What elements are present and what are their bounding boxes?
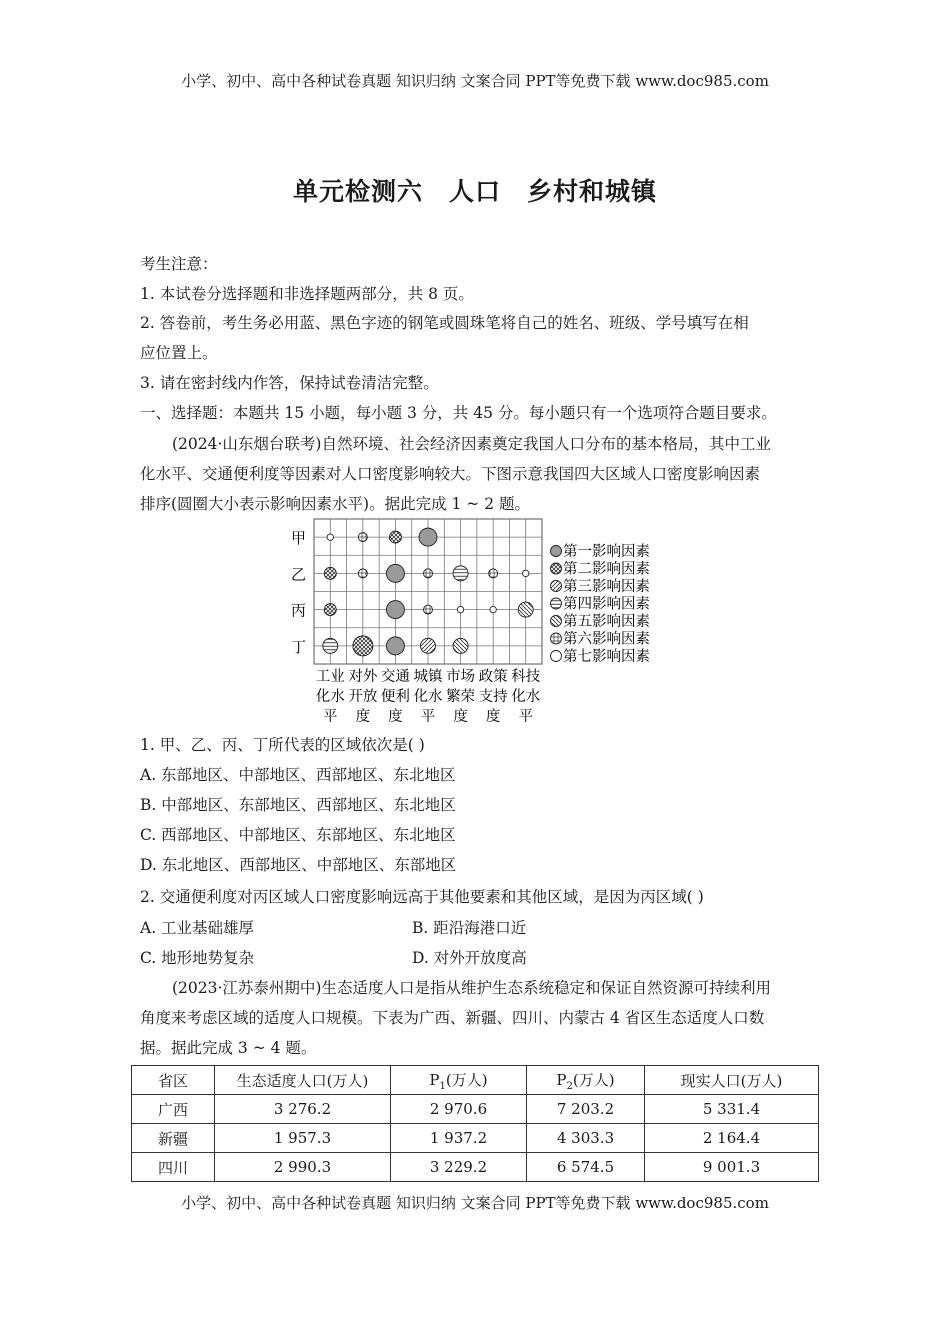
q1-stem: 1. 甲、乙、丙、丁所代表的区域依次是( ) [140,736,425,754]
legend-label: 第五影响因素 [563,614,650,630]
factor-circle-rank-6 [358,533,367,542]
table-header-row [132,1066,819,1095]
header-province: 省区 [132,1066,215,1095]
header-real-pop: 现实人口(万人) [645,1066,819,1095]
legend-symbol [551,598,562,609]
row-label: 甲 [290,529,306,548]
factor-circle-rank-6 [489,569,498,578]
factor-circle-rank-2 [324,567,336,579]
column-label: 化水 [315,689,345,705]
column-label: 科技 [511,669,541,685]
passage-1-line-2: 化水平、交通便利度等因素对人口密度影响较大。下图示意我国四大区域人口密度影响因素 [140,465,761,483]
header-p2: $P_2$(万人) [527,1066,645,1095]
section-heading: 一、选择题：本题共 15 小题，每小题 3 分，共 45 分。每小题只有一个选项符合题目要求。 [140,404,777,422]
population-table [131,1065,819,1182]
row-label: 乙 [290,565,306,584]
column-label: 城镇 [413,669,443,685]
table-cell: 2 970.6 [391,1095,527,1124]
factor-circle-rank-7 [457,606,463,612]
header-p1: $P_1$(万人) [391,1066,527,1095]
factor-circle-rank-5 [453,638,468,653]
legend-symbol [551,616,562,627]
factor-circle-rank-7 [523,570,529,576]
legend-label: 第六影响因素 [563,631,650,648]
legend-symbol [551,563,562,574]
factor-circle-rank-5 [518,602,533,617]
column-label: 支持 [478,689,508,705]
notice-heading: 考生注意： [140,255,218,273]
passage-2-line-2: 角度来考虑区域的适度人口规模。下表为广西、新疆、四川、内蒙古 4 省区生态适度人口数 [140,1009,765,1027]
table-cell: 1 937.2 [391,1124,527,1153]
table-cell: 四川 [132,1153,215,1182]
column-label: 平 [420,709,436,725]
column-label: 度 [355,709,371,725]
factor-circle-rank-2 [353,636,373,656]
factor-circle-rank-4 [453,566,468,581]
factor-circle-rank-1 [386,601,404,619]
table-cell: 新疆 [132,1124,215,1153]
table-cell: 9 001.3 [645,1153,819,1182]
q2-option-a: A. 工业基础雄厚 [140,919,255,937]
row-label: 丙 [290,601,306,620]
table-row [132,1153,819,1182]
legend-symbol [551,651,562,662]
column-label: 工业 [315,669,345,685]
factor-circle-rank-3 [421,638,436,653]
factor-circle-rank-1 [419,528,437,546]
factor-circle-rank-6 [424,605,433,614]
table-cell: 7 203.2 [527,1095,645,1124]
table-cell: 1 957.3 [215,1124,391,1153]
column-label: 对外 [348,669,378,685]
column-label: 化水 [511,689,541,705]
row-label: 丁 [290,637,306,656]
q1-option-c: C. 西部地区、中部地区、东部地区、东北地区 [140,826,456,844]
factor-circle-rank-6 [358,569,367,578]
table-cell: 6 574.5 [527,1153,645,1182]
column-label: 便利 [380,689,410,705]
table-row [132,1124,819,1153]
column-label: 度 [453,709,468,725]
column-label: 平 [518,709,533,725]
table-cell: 4 303.3 [527,1124,645,1153]
factor-circle-rank-2 [324,604,336,616]
legend-label: 第四影响因素 [563,596,650,613]
page-footer: 小学、初中、高中各种试卷真题 知识归纳 文案合同 PPT等免费下载 www.doc985.com [181,1194,769,1212]
notice-item-1: 1. 本试卷分选择题和非选择题两部分，共 8 页。 [140,285,474,303]
column-label: 政策 [478,669,508,685]
q2-option-c: C. 地形地势复杂 [140,949,255,967]
q2-option-b: B. 距沿海港口近 [412,919,527,937]
column-label: 开放 [348,689,378,705]
table-cell: 5 331.4 [645,1095,819,1124]
factor-chart [0,515,950,725]
page-header: 小学、初中、高中各种试卷真题 知识归纳 文案合同 PPT等免费下载 www.doc985.com [181,72,769,90]
factor-circle-rank-4 [323,638,338,653]
notice-item-2a: 2. 答卷前，考生务必用蓝、黑色字迹的钢笔或圆珠笔将自己的姓名、班级、学号填写在相 [140,314,749,332]
factor-circle-rank-1 [386,637,404,655]
column-label: 市场 [446,669,476,685]
legend-label: 第七影响因素 [563,649,650,665]
column-label: 平 [323,709,338,725]
q2-option-d: D. 对外开放度高 [412,949,527,967]
table-cell: 2 164.4 [645,1124,819,1153]
passage-2-line-3: 据。据此完成 3 ~ 4 题。 [140,1039,317,1057]
q1-option-b: B. 中部地区、东部地区、西部地区、东北地区 [140,796,456,814]
column-label: 化水 [413,689,443,705]
table-row [132,1095,819,1124]
factor-circle-rank-7 [490,606,496,612]
table-cell: 3 276.2 [215,1095,391,1124]
passage-1-line-1: (2024·山东烟台联考)自然环境、社会经济因素奠定我国人口分布的基本格局，其中工业 [172,435,771,453]
q1-option-a: A. 东部地区、中部地区、西部地区、东北地区 [140,766,456,784]
column-label: 度 [485,709,501,725]
legend-label: 第一影响因素 [563,544,650,560]
column-label: 交通 [380,669,410,685]
legend-symbol [551,633,562,644]
passage-2-line-1: (2023·江苏泰州期中)生态适度人口是指从维护生态系统稳定和保证自然资源可持续利用 [172,979,771,997]
table-cell: 2 990.3 [215,1153,391,1182]
legend-symbol [551,581,562,592]
table-cell: 3 229.2 [391,1153,527,1182]
legend-symbol [551,546,562,557]
factor-circle-rank-2 [389,531,401,543]
column-label: 繁荣 [446,689,476,705]
table-cell: 广西 [132,1095,215,1124]
column-label: 度 [388,709,403,725]
passage-1-line-3: 排序(圆圈大小表示影响因素水平)。据此完成 1 ~ 2 题。 [140,495,531,513]
legend-label: 第三影响因素 [563,579,650,595]
legend-label: 第二影响因素 [563,561,650,578]
notice-item-3: 3. 请在密封线内作答，保持试卷清洁完整。 [140,374,439,392]
q2-stem: 2. 交通便利度对丙区域人口密度影响远高于其他要素和其他区域，是因为丙区域( ) [140,888,704,906]
notice-item-2b: 应位置上。 [140,344,218,362]
factor-circle-rank-6 [424,569,433,578]
q1-option-d: D. 东北地区、西部地区、中部地区、东部地区 [140,856,457,874]
page-title: 单元检测六 人口 乡村和城镇 [292,177,657,206]
factor-circle-rank-7 [327,534,333,540]
header-eco-pop: 生态适度人口(万人) [215,1066,391,1095]
factor-circle-rank-1 [386,564,404,582]
